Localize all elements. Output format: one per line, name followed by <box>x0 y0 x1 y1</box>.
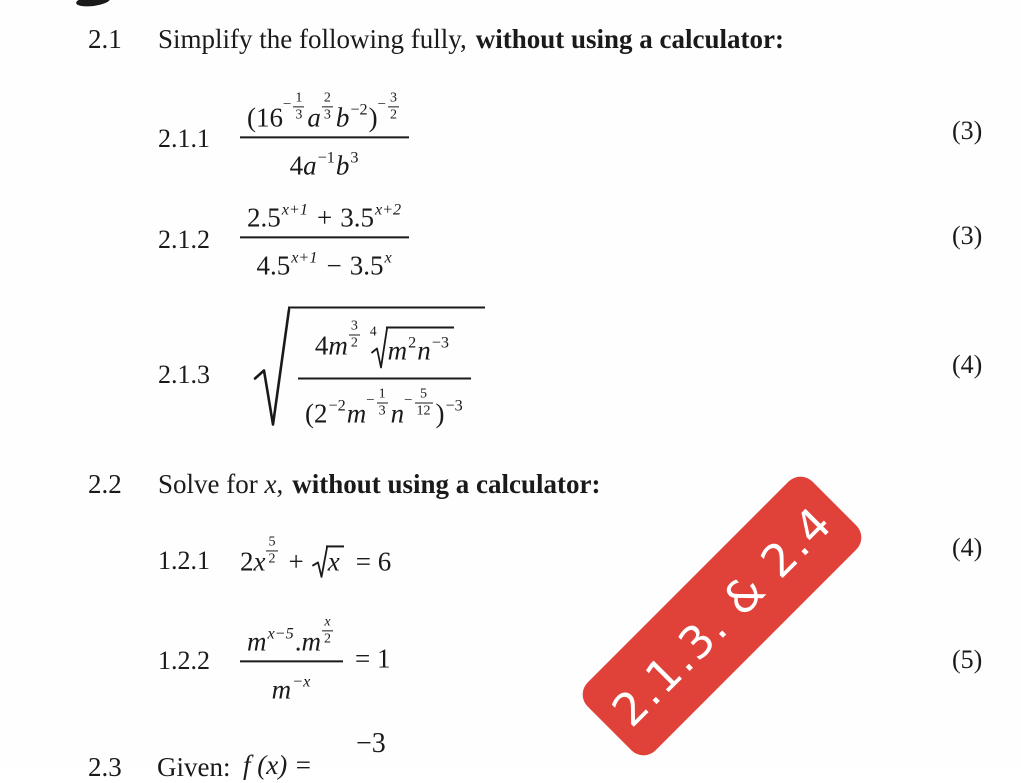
expression-2.1.2 <box>240 194 409 281</box>
exp: x <box>384 248 392 267</box>
exp-den: 2 <box>323 630 331 647</box>
exp-num: 1 <box>295 89 303 106</box>
question-label-2.1.1: 2.1.1 <box>158 124 210 153</box>
base: 3.5 <box>340 202 374 233</box>
exp: −2 <box>328 396 346 415</box>
expression-2.1.1 <box>240 88 409 181</box>
scan-artifact <box>76 0 111 8</box>
fraction <box>240 612 343 705</box>
exp-num: 2 <box>323 89 331 106</box>
square-root <box>312 546 344 580</box>
exp: 2 <box>408 333 417 352</box>
exp-num: 3 <box>390 89 398 106</box>
denominator <box>240 663 343 706</box>
var-m: m <box>328 330 348 361</box>
open-paren-base: (16 <box>247 102 283 133</box>
comma: , <box>276 469 284 499</box>
denominator <box>240 139 409 182</box>
exp-num: 3 <box>350 317 358 334</box>
exp: x+1 <box>281 200 308 219</box>
exp-num: x <box>322 614 333 631</box>
exp-num: 1 <box>378 385 386 402</box>
question-label-2.1.2: 2.1.2 <box>158 225 210 254</box>
exp-minus: − <box>283 96 292 113</box>
var-m: m <box>247 626 267 657</box>
coefficient: 2 <box>240 546 254 577</box>
exp-fraction <box>293 90 304 122</box>
section-number: 2.1 <box>88 24 122 54</box>
section-title-regular: Simplify the following fully, <box>158 24 467 54</box>
exp: −3 <box>445 396 463 415</box>
exp-num: 5 <box>268 533 276 550</box>
section-title-regular: Solve for <box>158 469 258 499</box>
exp-fraction <box>415 386 433 418</box>
equals-rhs: = 1 <box>354 643 391 674</box>
exp-den: 3 <box>323 106 331 123</box>
base: 4.5 <box>256 250 291 281</box>
denominator <box>240 239 409 282</box>
exp-fraction <box>322 614 333 646</box>
equation-1.2.1 <box>240 534 391 579</box>
var-x: x <box>264 469 277 499</box>
exp: x+1 <box>291 248 318 267</box>
exp-den: 3 <box>378 402 386 419</box>
fraction <box>298 317 471 430</box>
equation-1.2.2 <box>240 612 390 705</box>
function-fx: f (x) = <box>243 750 313 780</box>
question-label-1.2.2: 1.2.2 <box>158 646 210 675</box>
exp-den: 2 <box>350 334 358 351</box>
var-n: n <box>390 398 405 429</box>
exp-den: 12 <box>416 402 431 419</box>
exp: 3 <box>350 148 359 167</box>
stamp <box>576 470 869 763</box>
section-title-bold: without using a calculator: <box>475 24 784 54</box>
var-x: x <box>253 546 266 577</box>
exp-minus: − <box>366 392 375 409</box>
var-a: a <box>303 150 317 181</box>
question-label-2.1.3: 2.1.3 <box>158 360 210 389</box>
fraction <box>240 194 409 281</box>
var-m: m <box>387 335 408 366</box>
section-2.1-heading <box>88 24 784 55</box>
var-b: b <box>335 102 350 133</box>
question-label-1.2.1: 1.2.1 <box>158 546 210 575</box>
equals-rhs: = 6 <box>355 546 392 577</box>
var-m: m <box>346 398 367 429</box>
var-x: x <box>327 546 340 577</box>
root-index: 4 <box>369 323 377 338</box>
given-text: Given: <box>157 752 231 782</box>
marks-2.1.1: (3) <box>952 116 983 145</box>
exp-fraction <box>266 534 277 566</box>
question-label-2.3: 2.3 <box>88 752 122 782</box>
exp-minus: − <box>404 392 413 409</box>
base: 3.5 <box>349 250 384 281</box>
exp-den: 2 <box>390 106 398 123</box>
minus-operator: − <box>326 250 342 281</box>
marks-1.2.2: (5) <box>952 645 983 674</box>
exp: x+2 <box>374 200 402 219</box>
var-m: m <box>301 626 321 657</box>
exp-fraction <box>322 90 333 122</box>
plus-operator: + <box>316 202 333 233</box>
exp: −2 <box>350 100 368 119</box>
base: 2.5 <box>247 202 281 233</box>
numerator <box>240 88 409 138</box>
coefficient: 4 <box>289 150 304 181</box>
section-title <box>158 24 784 55</box>
fraction <box>240 88 409 181</box>
radicand <box>288 307 485 430</box>
var-n: n <box>417 335 431 366</box>
var-a: a <box>307 102 321 133</box>
marks-1.2.1: (4) <box>952 533 983 562</box>
fourth-root <box>369 323 454 370</box>
radicand <box>386 326 454 364</box>
stamp-text: 2.1.3. & 2.4 <box>601 495 843 737</box>
square-root <box>253 307 485 430</box>
marks-2.1.3: (4) <box>952 350 983 379</box>
open-paren-base: (2 <box>305 398 328 429</box>
var-b: b <box>335 150 350 181</box>
plus-operator: + <box>288 546 304 577</box>
exp-den: 3 <box>295 106 303 123</box>
marks-2.1.2: (3) <box>952 221 983 250</box>
section-title-bold: without using a calculator: <box>292 469 601 499</box>
section-title <box>158 469 600 500</box>
exp: −1 <box>317 148 335 167</box>
exp-minus: − <box>377 96 387 113</box>
radicand <box>326 546 344 576</box>
exp: −3 <box>431 333 449 352</box>
exp: x−5 <box>267 624 294 643</box>
section-2.2-heading <box>88 469 600 500</box>
numerator <box>298 317 471 380</box>
var-m: m <box>271 674 292 705</box>
radical-sign-outer <box>253 307 291 429</box>
close-paren: ) <box>435 398 445 429</box>
numerator <box>240 612 343 662</box>
section-number: 2.2 <box>88 469 122 499</box>
denominator <box>298 379 471 429</box>
exp-den: 2 <box>268 550 276 567</box>
expression-2.1.3 <box>253 307 485 434</box>
multiplication-dot: . <box>294 626 302 657</box>
exp-fraction <box>349 319 360 351</box>
close-paren: ) <box>368 102 378 133</box>
exp-num: 5 <box>415 386 433 403</box>
coefficient: 4 <box>314 330 329 361</box>
fraction-numerator-cutoff: −3 <box>356 728 386 759</box>
exp-fraction <box>388 90 399 122</box>
numerator <box>240 194 409 238</box>
exp: −x <box>292 672 311 691</box>
exp-fraction <box>377 386 388 418</box>
